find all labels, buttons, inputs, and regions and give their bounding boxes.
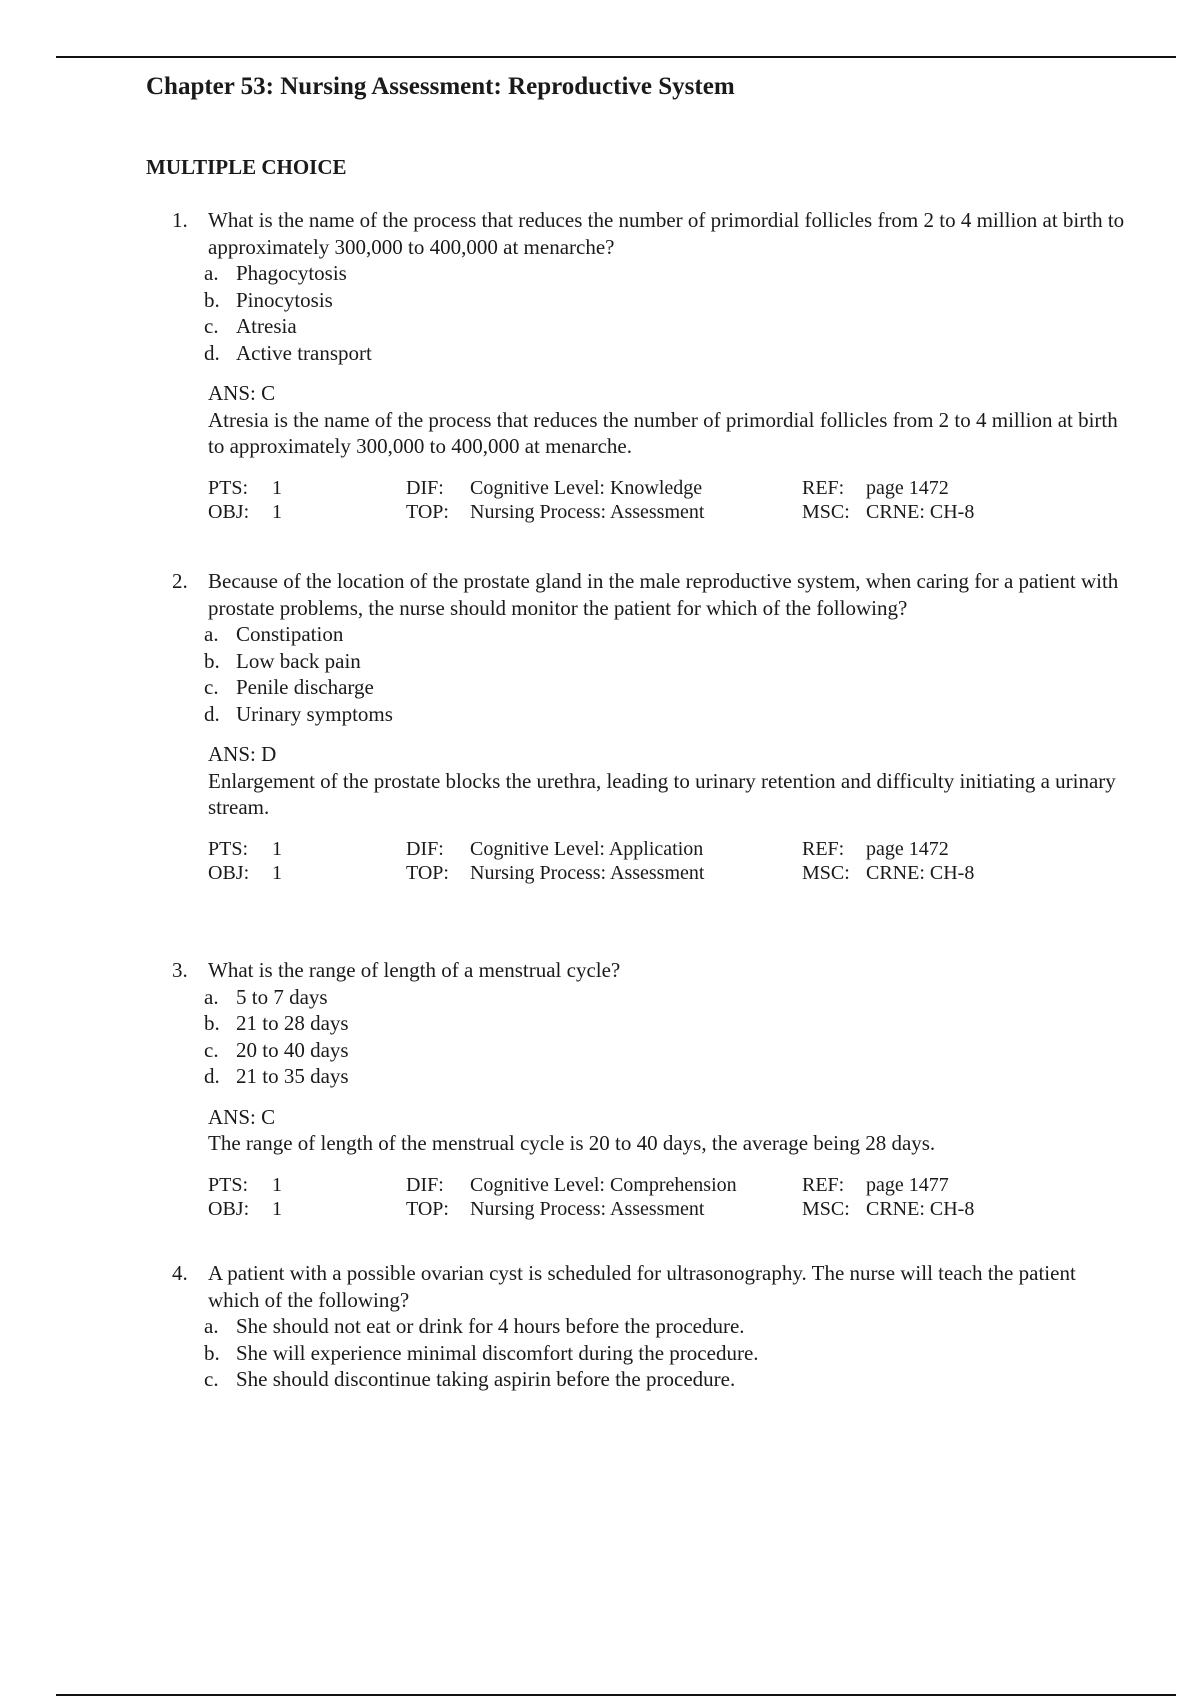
option-letter: b. (204, 648, 220, 673)
option-letter: b. (204, 287, 220, 312)
meta-value: 1 (272, 1198, 282, 1220)
meta-key: OBJ: (208, 1198, 250, 1220)
question-metadata (208, 837, 1132, 886)
option-b (204, 648, 1132, 675)
option-d (204, 701, 1132, 728)
meta-key: PTS: (208, 1173, 249, 1196)
option-b (204, 1340, 1132, 1367)
meta-value: CRNE: CH-8 (866, 501, 975, 523)
option-text: 21 to 28 days (236, 1011, 349, 1035)
option-text: Penile discharge (236, 675, 374, 699)
meta-value: CRNE: CH-8 (866, 1198, 975, 1220)
option-a (204, 621, 1132, 648)
option-letter: a. (204, 1314, 219, 1338)
question-metadata (208, 476, 1132, 525)
meta-key: OBJ: (208, 862, 250, 884)
meta-value: Cognitive Level: Knowledge (470, 476, 703, 499)
option-text: Low back pain (236, 648, 361, 673)
meta-value: 1 (272, 1173, 282, 1196)
answer-key: ANS: C (208, 1104, 276, 1129)
meta-key: TOP: (406, 501, 449, 523)
option-text: Urinary symptoms (236, 701, 393, 726)
option-list (204, 984, 1132, 1090)
rationale: Enlargement of the prostate blocks the urethra, leading to urinary retention and difficulty initiating a urinary stream. (208, 768, 1116, 819)
option-letter: c. (204, 675, 219, 699)
question-number: 4. (172, 1261, 188, 1285)
meta-key: TOP: (406, 1198, 449, 1220)
question-number: 1. (172, 208, 188, 232)
meta-value: 1 (272, 862, 282, 884)
option-c (204, 313, 1132, 340)
meta-value: Cognitive Level: Comprehension (470, 1173, 737, 1196)
option-text: Constipation (236, 622, 344, 646)
meta-key: OBJ: (208, 501, 250, 523)
option-list (204, 260, 1132, 366)
option-letter: c. (204, 314, 219, 338)
question-stem: What is the range of length of a menstrual cycle? (208, 958, 621, 982)
option-text: Phagocytosis (236, 261, 347, 285)
chapter-title: Chapter 53: Nursing Assessment: Reproductive System (146, 73, 735, 100)
option-a (204, 260, 1132, 287)
option-b (204, 1010, 1132, 1037)
option-text: 21 to 35 days (236, 1064, 349, 1088)
meta-value: Nursing Process: Assessment (470, 501, 705, 523)
meta-key: MSC: (802, 862, 850, 884)
answer-key: ANS: C (208, 381, 276, 405)
option-letter: d. (204, 340, 220, 365)
question-2 (172, 568, 1132, 886)
section-heading: MULTIPLE CHOICE (146, 155, 347, 179)
meta-value: Nursing Process: Assessment (470, 1198, 705, 1220)
meta-key: MSC: (802, 1198, 850, 1220)
option-b (204, 287, 1132, 314)
bottom-rule (56, 1694, 1176, 1696)
option-d (204, 340, 1132, 367)
option-letter: d. (204, 1064, 220, 1088)
option-list (204, 1313, 1132, 1393)
option-text: Active transport (236, 340, 372, 365)
question-3 (172, 957, 1132, 1222)
option-d (204, 1063, 1132, 1090)
question-stem: A patient with a possible ovarian cyst is scheduled for ultrasonography. The nurse will teach the patient which of the following? (208, 1261, 1076, 1312)
option-list (204, 621, 1132, 727)
meta-key: DIF: (406, 1173, 444, 1196)
meta-value: Cognitive Level: Application (470, 837, 704, 860)
question-stem: What is the name of the process that reduces the number of primordial follicles from 2 to 4 million at birth to approximately 300,000 to 400,000 at menarche? (208, 208, 1125, 259)
meta-key: MSC: (802, 501, 850, 523)
meta-key: REF: (802, 476, 845, 499)
option-letter: c. (204, 1037, 219, 1062)
option-text: She will experience minimal discomfort during the procedure. (236, 1340, 759, 1365)
meta-value: Nursing Process: Assessment (470, 862, 705, 884)
meta-key: REF: (802, 837, 845, 860)
question-metadata (208, 1173, 1132, 1222)
meta-value: page 1472 (866, 476, 949, 499)
option-letter: b. (204, 1011, 220, 1035)
option-c (204, 1366, 1132, 1393)
option-a (204, 984, 1132, 1011)
option-text: Pinocytosis (236, 287, 333, 312)
meta-key: DIF: (406, 476, 444, 499)
question-stem: Because of the location of the prostate gland in the male reproductive system, when caring for a patient with prostate problems, the nurse should monitor the patient for which of the following? (208, 569, 1119, 620)
question-1 (172, 207, 1132, 525)
option-c (204, 1037, 1132, 1064)
option-letter: d. (204, 701, 220, 726)
option-text: She should not eat or drink for 4 hours before the procedure. (236, 1314, 745, 1338)
meta-value: 1 (272, 501, 282, 523)
option-text: 5 to 7 days (236, 984, 328, 1009)
option-letter: c. (204, 1367, 219, 1391)
meta-value: page 1472 (866, 837, 949, 860)
rationale: The range of length of the menstrual cycle is 20 to 40 days, the average being 28 days. (208, 1131, 936, 1155)
meta-key: DIF: (406, 837, 444, 860)
option-letter: a. (204, 622, 219, 646)
meta-value: page 1477 (866, 1173, 949, 1196)
meta-value: 1 (272, 837, 282, 860)
option-text: 20 to 40 days (236, 1037, 349, 1062)
option-letter: a. (204, 984, 219, 1009)
meta-value: CRNE: CH-8 (866, 862, 975, 884)
option-letter: b. (204, 1340, 220, 1365)
meta-key: PTS: (208, 837, 249, 860)
option-letter: a. (204, 261, 219, 285)
option-text: She should discontinue taking aspirin before the procedure. (236, 1367, 736, 1391)
option-c (204, 674, 1132, 701)
meta-key: TOP: (406, 862, 449, 884)
answer-key: ANS: D (208, 742, 277, 766)
question-4 (172, 1260, 1132, 1393)
meta-value: 1 (272, 476, 282, 499)
top-rule (56, 56, 1176, 58)
option-a (204, 1313, 1132, 1340)
question-number: 3. (172, 958, 188, 982)
rationale: Atresia is the name of the process that reduces the number of primordial follicles from 2 to 4 million at birth to approximately 300,000 to 400,000 at menarche. (208, 407, 1118, 458)
option-text: Atresia (236, 314, 297, 338)
meta-key: REF: (802, 1173, 845, 1196)
question-number: 2. (172, 569, 188, 593)
meta-key: PTS: (208, 476, 249, 499)
